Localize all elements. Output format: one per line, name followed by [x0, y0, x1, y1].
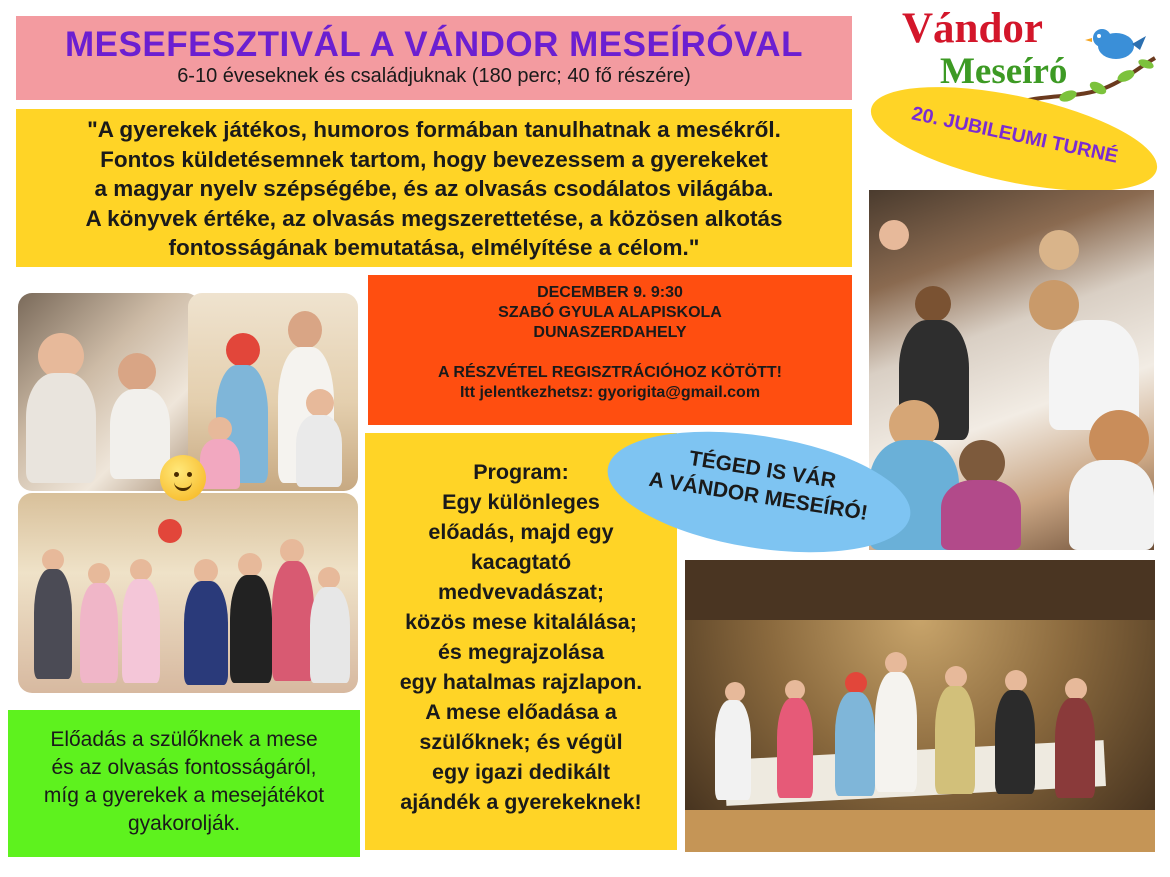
smiley-face-icon: [160, 455, 206, 501]
event-info-panel: [368, 275, 852, 425]
author-quote: "A gyerekek játékos, humoros formában tanulhatnak a mesékről. Fontos küldetésemnek tartom, hogy bevezessem a gyerekeket a magyar nyelv szépségébe, és az olvasás csodálatos világába. A könyvek értéke, az olvasás megszerettetése, a közösen alkotás fontosságának bemutatása, elmélyítése a célom.": [85, 117, 783, 260]
title-banner: [16, 16, 852, 100]
program-line: ajándék a gyerekeknek!: [400, 790, 642, 814]
parents-line: míg a gyerekek a mesejátékot: [43, 784, 325, 807]
program-line: egy igazi dedikált: [431, 760, 611, 784]
event-date: DECEMBER 9. 9:30: [537, 284, 683, 301]
program-line: Program:: [473, 460, 569, 484]
invitation-text: TÉGED IS VÁR A VÁNDOR MESEÍRÓ!: [647, 446, 870, 526]
parents-line: Előadás a szülőknek a mese: [50, 728, 318, 751]
photo-clown-and-storyteller: [188, 293, 358, 491]
poster-title: MESEFESZTIVÁL A VÁNDOR MESEÍRÓVAL: [65, 25, 803, 64]
program-line: Egy különleges: [442, 490, 600, 514]
program-line: A mese előadása a: [425, 700, 617, 724]
program-line: egy hatalmas rajzlapon.: [399, 670, 643, 694]
parents-line: és az olvasás fontosságáról,: [51, 756, 317, 779]
event-contact: Itt jelentkezhetsz: gyorigita@gmail.com: [459, 384, 761, 401]
logo-text-line2: Meseíró: [940, 51, 1068, 92]
logo-text-line1: Vándor: [902, 5, 1043, 52]
program-line: medvevadászat;: [437, 580, 605, 604]
program-line: előadás, majd egy: [428, 520, 614, 544]
jubilee-text: 20. JUBILEUMI TURNÉ: [909, 102, 1120, 168]
event-school: SZABÓ GYULA ALAPISKOLA: [498, 304, 722, 321]
program-line: és megrajzolása: [437, 640, 605, 664]
photo-group-with-drawing: [685, 560, 1155, 852]
parents-info-panel: [8, 710, 360, 857]
program-line: kacagtató: [470, 550, 572, 574]
quote-panel: [16, 109, 852, 267]
parents-line: gyakorolják.: [127, 812, 241, 835]
event-town: DUNASZERDAHELY: [533, 324, 687, 341]
photo-group-children: [18, 493, 358, 693]
poster-subtitle: 6-10 éveseknek és családjuknak (180 perc; 40 fő részére): [177, 65, 691, 87]
program-line: közös mese kitalálása;: [405, 610, 637, 634]
event-registration: A RÉSZVÉTEL REGISZTRÁCIÓHOZ KÖTÖTT!: [438, 364, 782, 381]
program-line: szülőknek; és végül: [419, 730, 623, 754]
